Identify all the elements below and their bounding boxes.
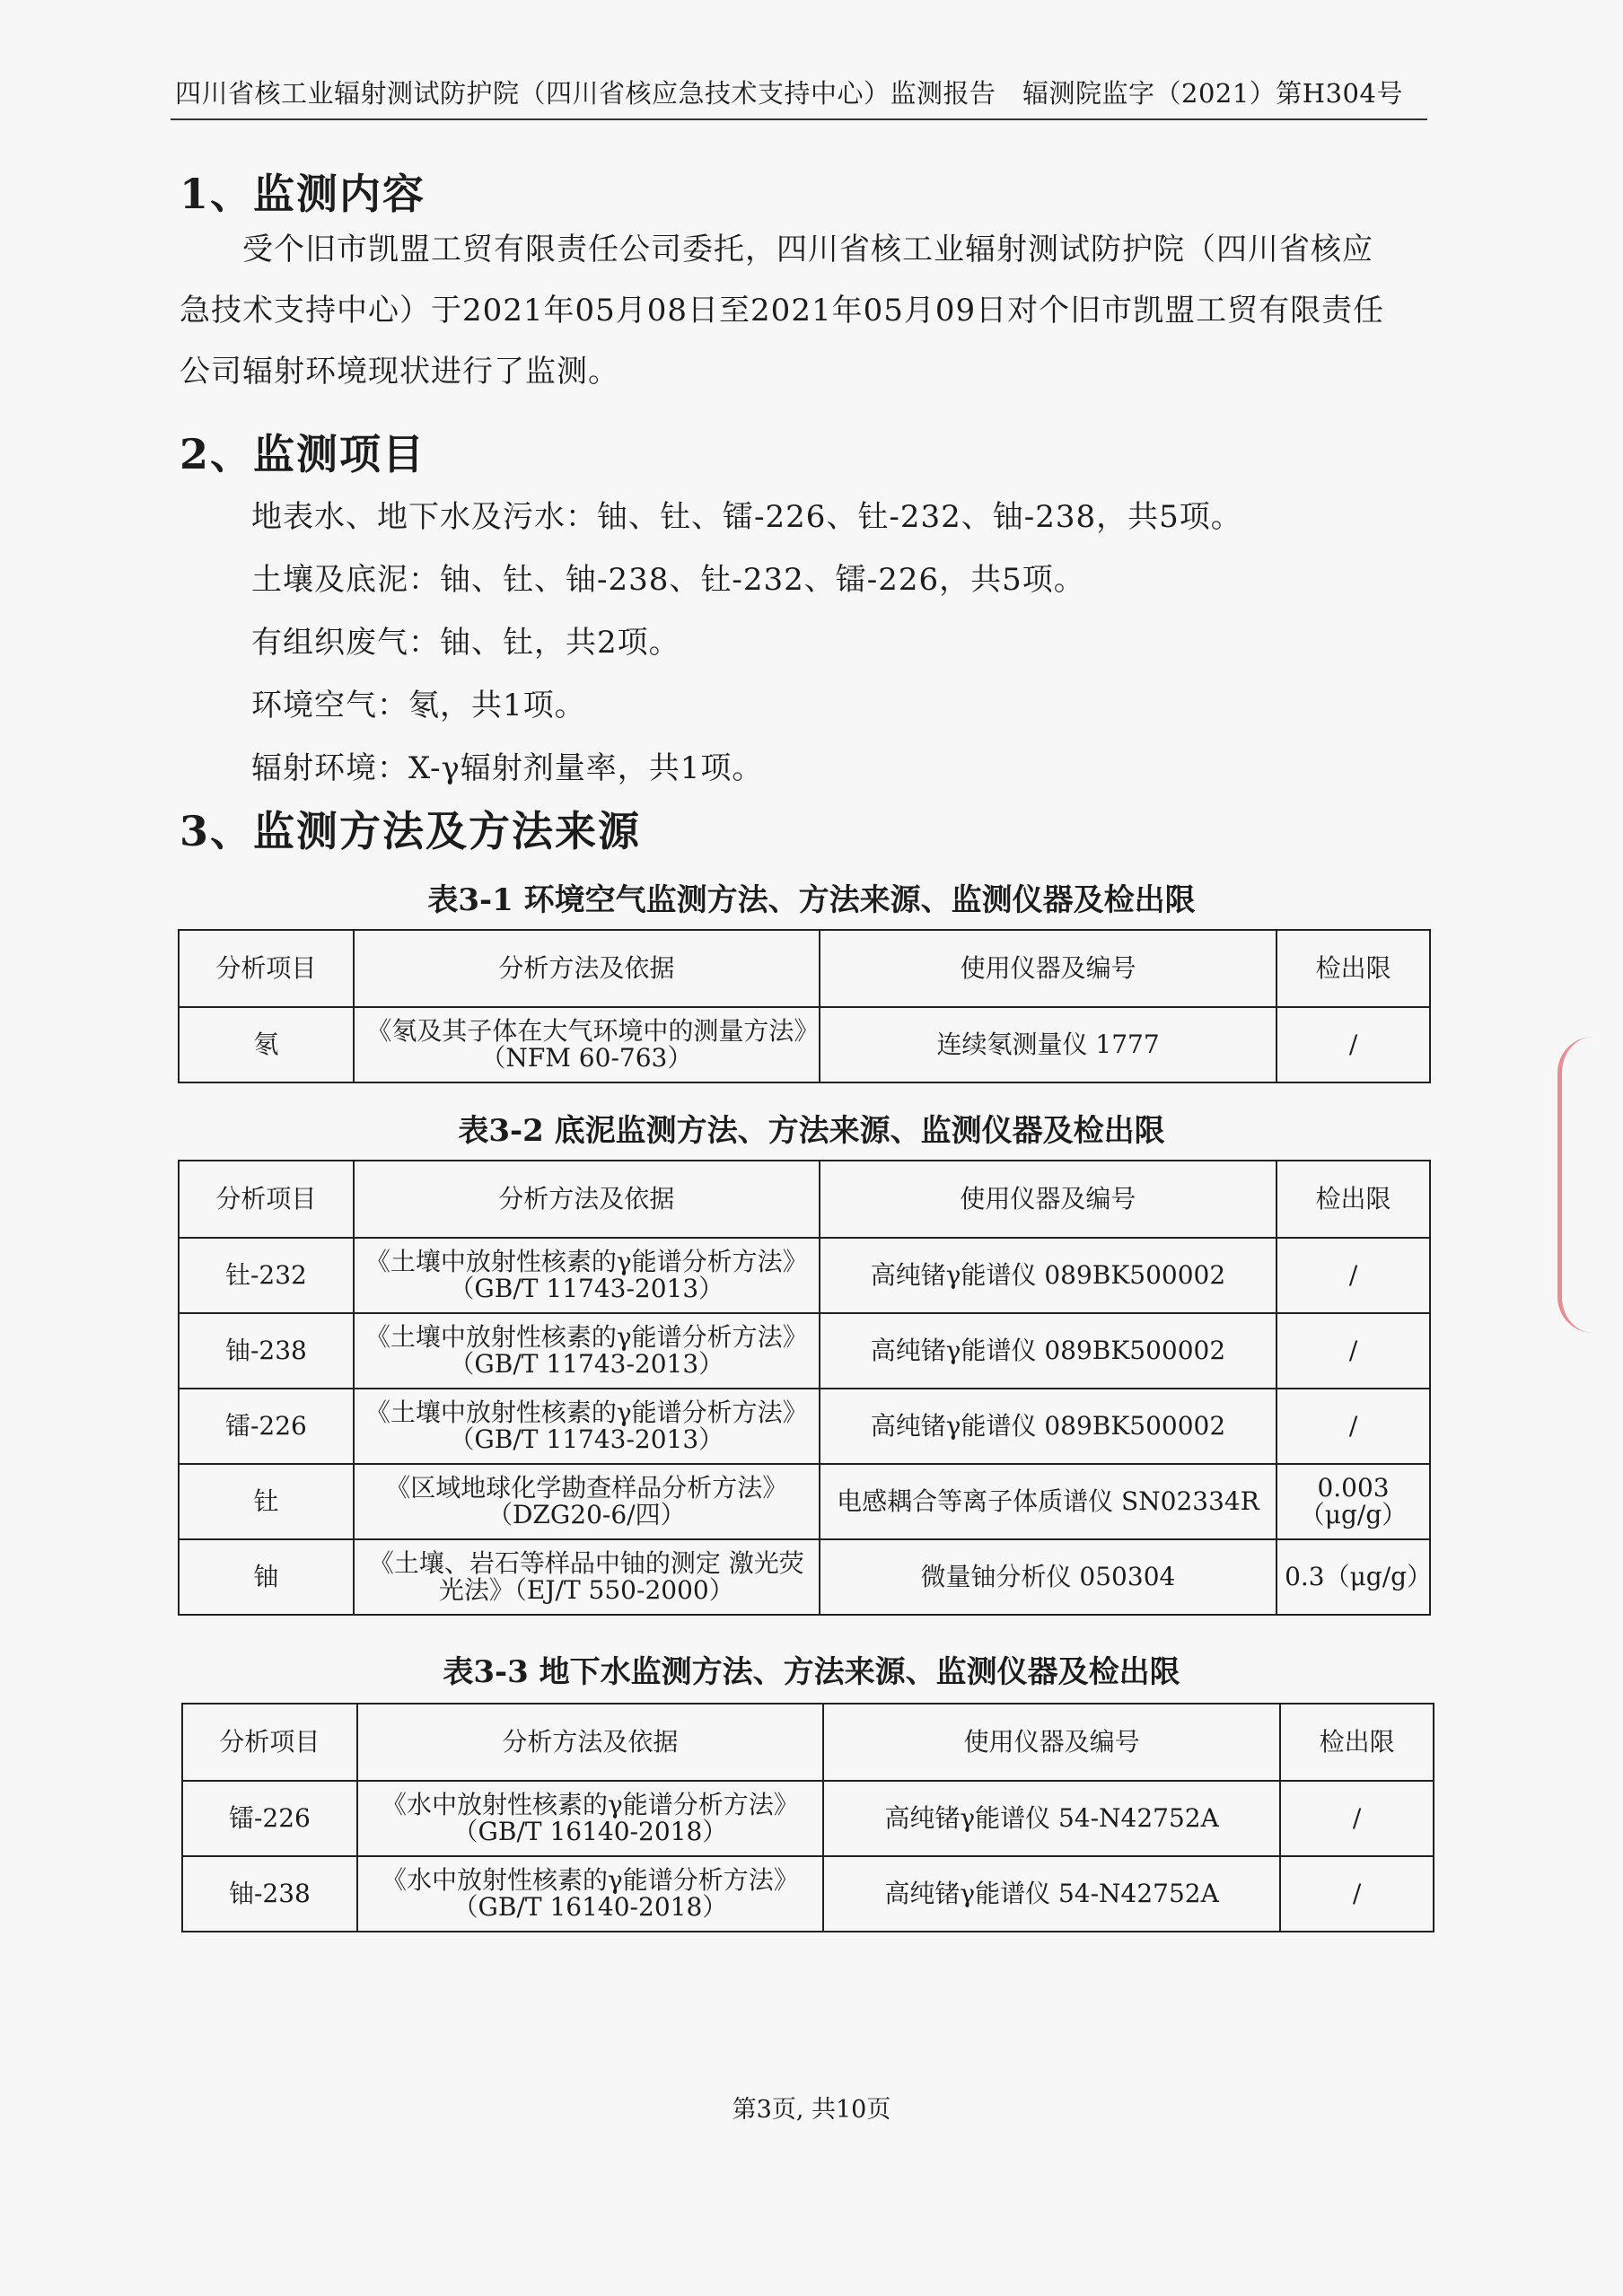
table-cell: /	[1276, 1313, 1430, 1389]
table-cell: 铀-238	[182, 1856, 357, 1932]
header-cell: 分析方法及依据	[357, 1704, 823, 1781]
monitoring-item: 有组织废气：铀、钍，共2项。	[251, 625, 680, 661]
header-cell: 分析方法及依据	[354, 1161, 820, 1238]
header-cell: 分析项目	[179, 1161, 354, 1238]
table-cell: 高纯锗γ能谱仪 54-N42752A	[823, 1856, 1280, 1932]
table-cell: 高纯锗γ能谱仪 089BK500002	[820, 1313, 1276, 1389]
section-2-title: 2、监测项目	[180, 430, 426, 478]
monitoring-item: 环境空气：氡，共1项。	[251, 688, 586, 723]
header-cell: 使用仪器及编号	[820, 1161, 1276, 1238]
table-cell: 0.003（μg/g）	[1276, 1464, 1430, 1539]
table-row	[179, 1539, 1430, 1615]
report-header: 四川省核工业辐射测试防护院（四川省核应急技术支持中心）监测报告 辐测院监字（2021）第H304号	[175, 78, 1403, 109]
table-cell: 《水中放射性核素的γ能谱分析方法》（GB/T 16140-2018）	[357, 1856, 823, 1932]
table-cell: 电感耦合等离子体质谱仪 SN02334R	[820, 1464, 1276, 1539]
table-row	[179, 1313, 1430, 1389]
header-cell: 检出限	[1280, 1704, 1434, 1781]
section-1-title: 1、监测内容	[180, 170, 426, 218]
table-cell: /	[1280, 1781, 1434, 1856]
table-cell: 镭-226	[179, 1389, 354, 1464]
header-rule	[171, 118, 1427, 120]
table-cell: /	[1280, 1856, 1434, 1932]
table-cell: 《水中放射性核素的γ能谱分析方法》（GB/T 16140-2018）	[357, 1781, 823, 1856]
table-3-1-caption: 表3-1 环境空气监测方法、方法来源、监测仪器及检出限	[427, 882, 1196, 918]
header-cell: 使用仪器及编号	[820, 930, 1276, 1007]
table-cell: 《土壤中放射性核素的γ能谱分析方法》（GB/T 11743-2013）	[354, 1389, 820, 1464]
table-header-row	[179, 930, 1430, 1007]
monitoring-item: 土壤及底泥：铀、钍、铀-238、钍-232、镭-226，共5项。	[251, 562, 1085, 598]
monitoring-item: 辐射环境：X-γ辐射剂量率，共1项。	[251, 750, 764, 786]
table-cell: 《土壤中放射性核素的γ能谱分析方法》（GB/T 11743-2013）	[354, 1313, 820, 1389]
table-cell: 《土壤、岩石等样品中铀的测定 激光荧光法》（EJ/T 550-2000）	[354, 1539, 820, 1615]
table-row	[179, 1007, 1430, 1082]
table-cell: 《氡及其子体在大气环境中的测量方法》（NFM 60-763）	[354, 1007, 820, 1082]
header-cell: 分析方法及依据	[354, 930, 820, 1007]
table-cell: 微量铀分析仪 050304	[820, 1539, 1276, 1615]
table-3-2	[178, 1160, 1431, 1616]
table-cell: /	[1276, 1238, 1430, 1313]
table-cell: 0.3（μg/g）	[1276, 1539, 1430, 1615]
table-row	[182, 1781, 1434, 1856]
monitoring-item: 地表水、地下水及污水：铀、钍、镭-226、钍-232、铀-238，共5项。	[251, 499, 1242, 535]
seal-stamp-fragment	[1557, 1037, 1616, 1333]
table-row	[179, 1389, 1430, 1464]
table-3-3	[181, 1703, 1434, 1932]
table-cell: 《区域地球化学勘查样品分析方法》（DZG20-6/四）	[354, 1464, 820, 1539]
table-row	[179, 1238, 1430, 1313]
table-cell: 高纯锗γ能谱仪 54-N42752A	[823, 1781, 1280, 1856]
table-cell: 高纯锗γ能谱仪 089BK500002	[820, 1389, 1276, 1464]
table-header-row	[179, 1161, 1430, 1238]
table-cell: 连续氡测量仪 1777	[820, 1007, 1276, 1082]
table-cell: 铀	[179, 1539, 354, 1615]
page-number: 第3页, 共10页	[732, 2096, 891, 2124]
table-3-2-caption: 表3-2 底泥监测方法、方法来源、监测仪器及检出限	[458, 1113, 1165, 1149]
table-cell: 钍-232	[179, 1238, 354, 1313]
table-cell: 氡	[179, 1007, 354, 1082]
header-cell: 检出限	[1276, 1161, 1430, 1238]
table-row	[182, 1856, 1434, 1932]
header-cell: 检出限	[1276, 930, 1430, 1007]
section-1-text: 受个旧市凯盟工贸有限责任公司委托，四川省核工业辐射测试防护院（四川省核应急技术支持中心）于2021年05月08日至2021年05月09日对个旧市凯盟工贸有限责任公司辐射环境现状进行了监测。	[180, 232, 1385, 390]
table-3-1	[178, 929, 1431, 1083]
header-cell: 使用仪器及编号	[823, 1704, 1280, 1781]
header-cell: 分析项目	[182, 1704, 357, 1781]
table-cell: 《土壤中放射性核素的γ能谱分析方法》（GB/T 11743-2013）	[354, 1238, 820, 1313]
table-3-3-caption: 表3-3 地下水监测方法、方法来源、监测仪器及检出限	[443, 1654, 1180, 1690]
section-3-title: 3、监测方法及方法来源	[180, 807, 642, 855]
table-row	[179, 1464, 1430, 1539]
table-cell: /	[1276, 1007, 1430, 1082]
table-cell: 钍	[179, 1464, 354, 1539]
table-cell: /	[1276, 1389, 1430, 1464]
header-cell: 分析项目	[179, 930, 354, 1007]
table-header-row	[182, 1704, 1434, 1781]
table-cell: 铀-238	[179, 1313, 354, 1389]
table-cell: 镭-226	[182, 1781, 357, 1856]
table-cell: 高纯锗γ能谱仪 089BK500002	[820, 1238, 1276, 1313]
